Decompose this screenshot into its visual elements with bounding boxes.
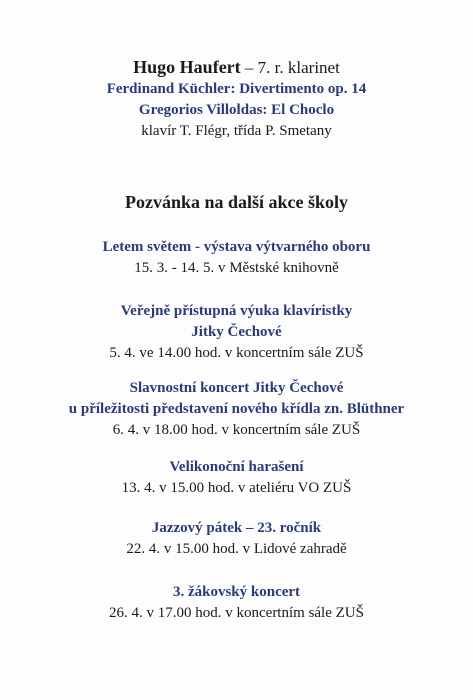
performer-role: – 7. r. klarinet: [240, 58, 340, 77]
event-title: Jazzový pátek – 23. ročník: [151, 520, 322, 536]
piece-1: Ferdinand Küchler: Divertimento op. 14: [106, 81, 367, 97]
event-item: [0, 378, 473, 441]
accompaniment: klavír T. Flégr, třída P. Smetany: [141, 123, 332, 139]
event-item: [0, 582, 473, 624]
invitation-heading: Pozvánka na další akce školy: [124, 192, 349, 212]
event-item: [0, 237, 473, 279]
event-detail: 15. 3. - 14. 5. v Městské knihovně: [134, 260, 339, 276]
event-detail: 6. 4. v 18.00 hod. v koncertním sále ZUŠ: [112, 422, 361, 438]
event-detail: 22. 4. v 15.00 hod. v Lidové zahradě: [126, 541, 347, 557]
event-item: [0, 518, 473, 560]
event-title: Slavnostní koncert Jitky Čechové: [129, 380, 344, 396]
performer-section: [0, 56, 473, 142]
event-title: Velikonoční harašení: [169, 459, 304, 475]
piece-2: Gregorios Villoldas: El Choclo: [138, 102, 335, 118]
event-title: Letem světem - výstava výtvarného oboru: [102, 239, 371, 255]
performer-name: Hugo Haufert: [133, 57, 241, 77]
event-title-line-2: Jitky Čechové: [191, 324, 282, 340]
event-item: [0, 457, 473, 499]
event-detail: 5. 4. ve 14.00 hod. v koncertním sále ZUŠ: [109, 345, 364, 361]
performer-line: [0, 56, 473, 79]
event-item: [0, 301, 473, 364]
event-title-line-2: u příležitosti představení nového křídla zn. Blüthner: [68, 401, 405, 417]
event-detail: 26. 4. v 17.00 hod. v koncertním sále ZUŠ: [109, 605, 364, 621]
event-title: 3. žákovský koncert: [172, 584, 301, 600]
event-title: Veřejně přístupná výuka klavíristky: [120, 303, 353, 319]
event-detail: 13. 4. v 15.00 hod. v ateliéru VO ZUŠ: [121, 480, 352, 496]
